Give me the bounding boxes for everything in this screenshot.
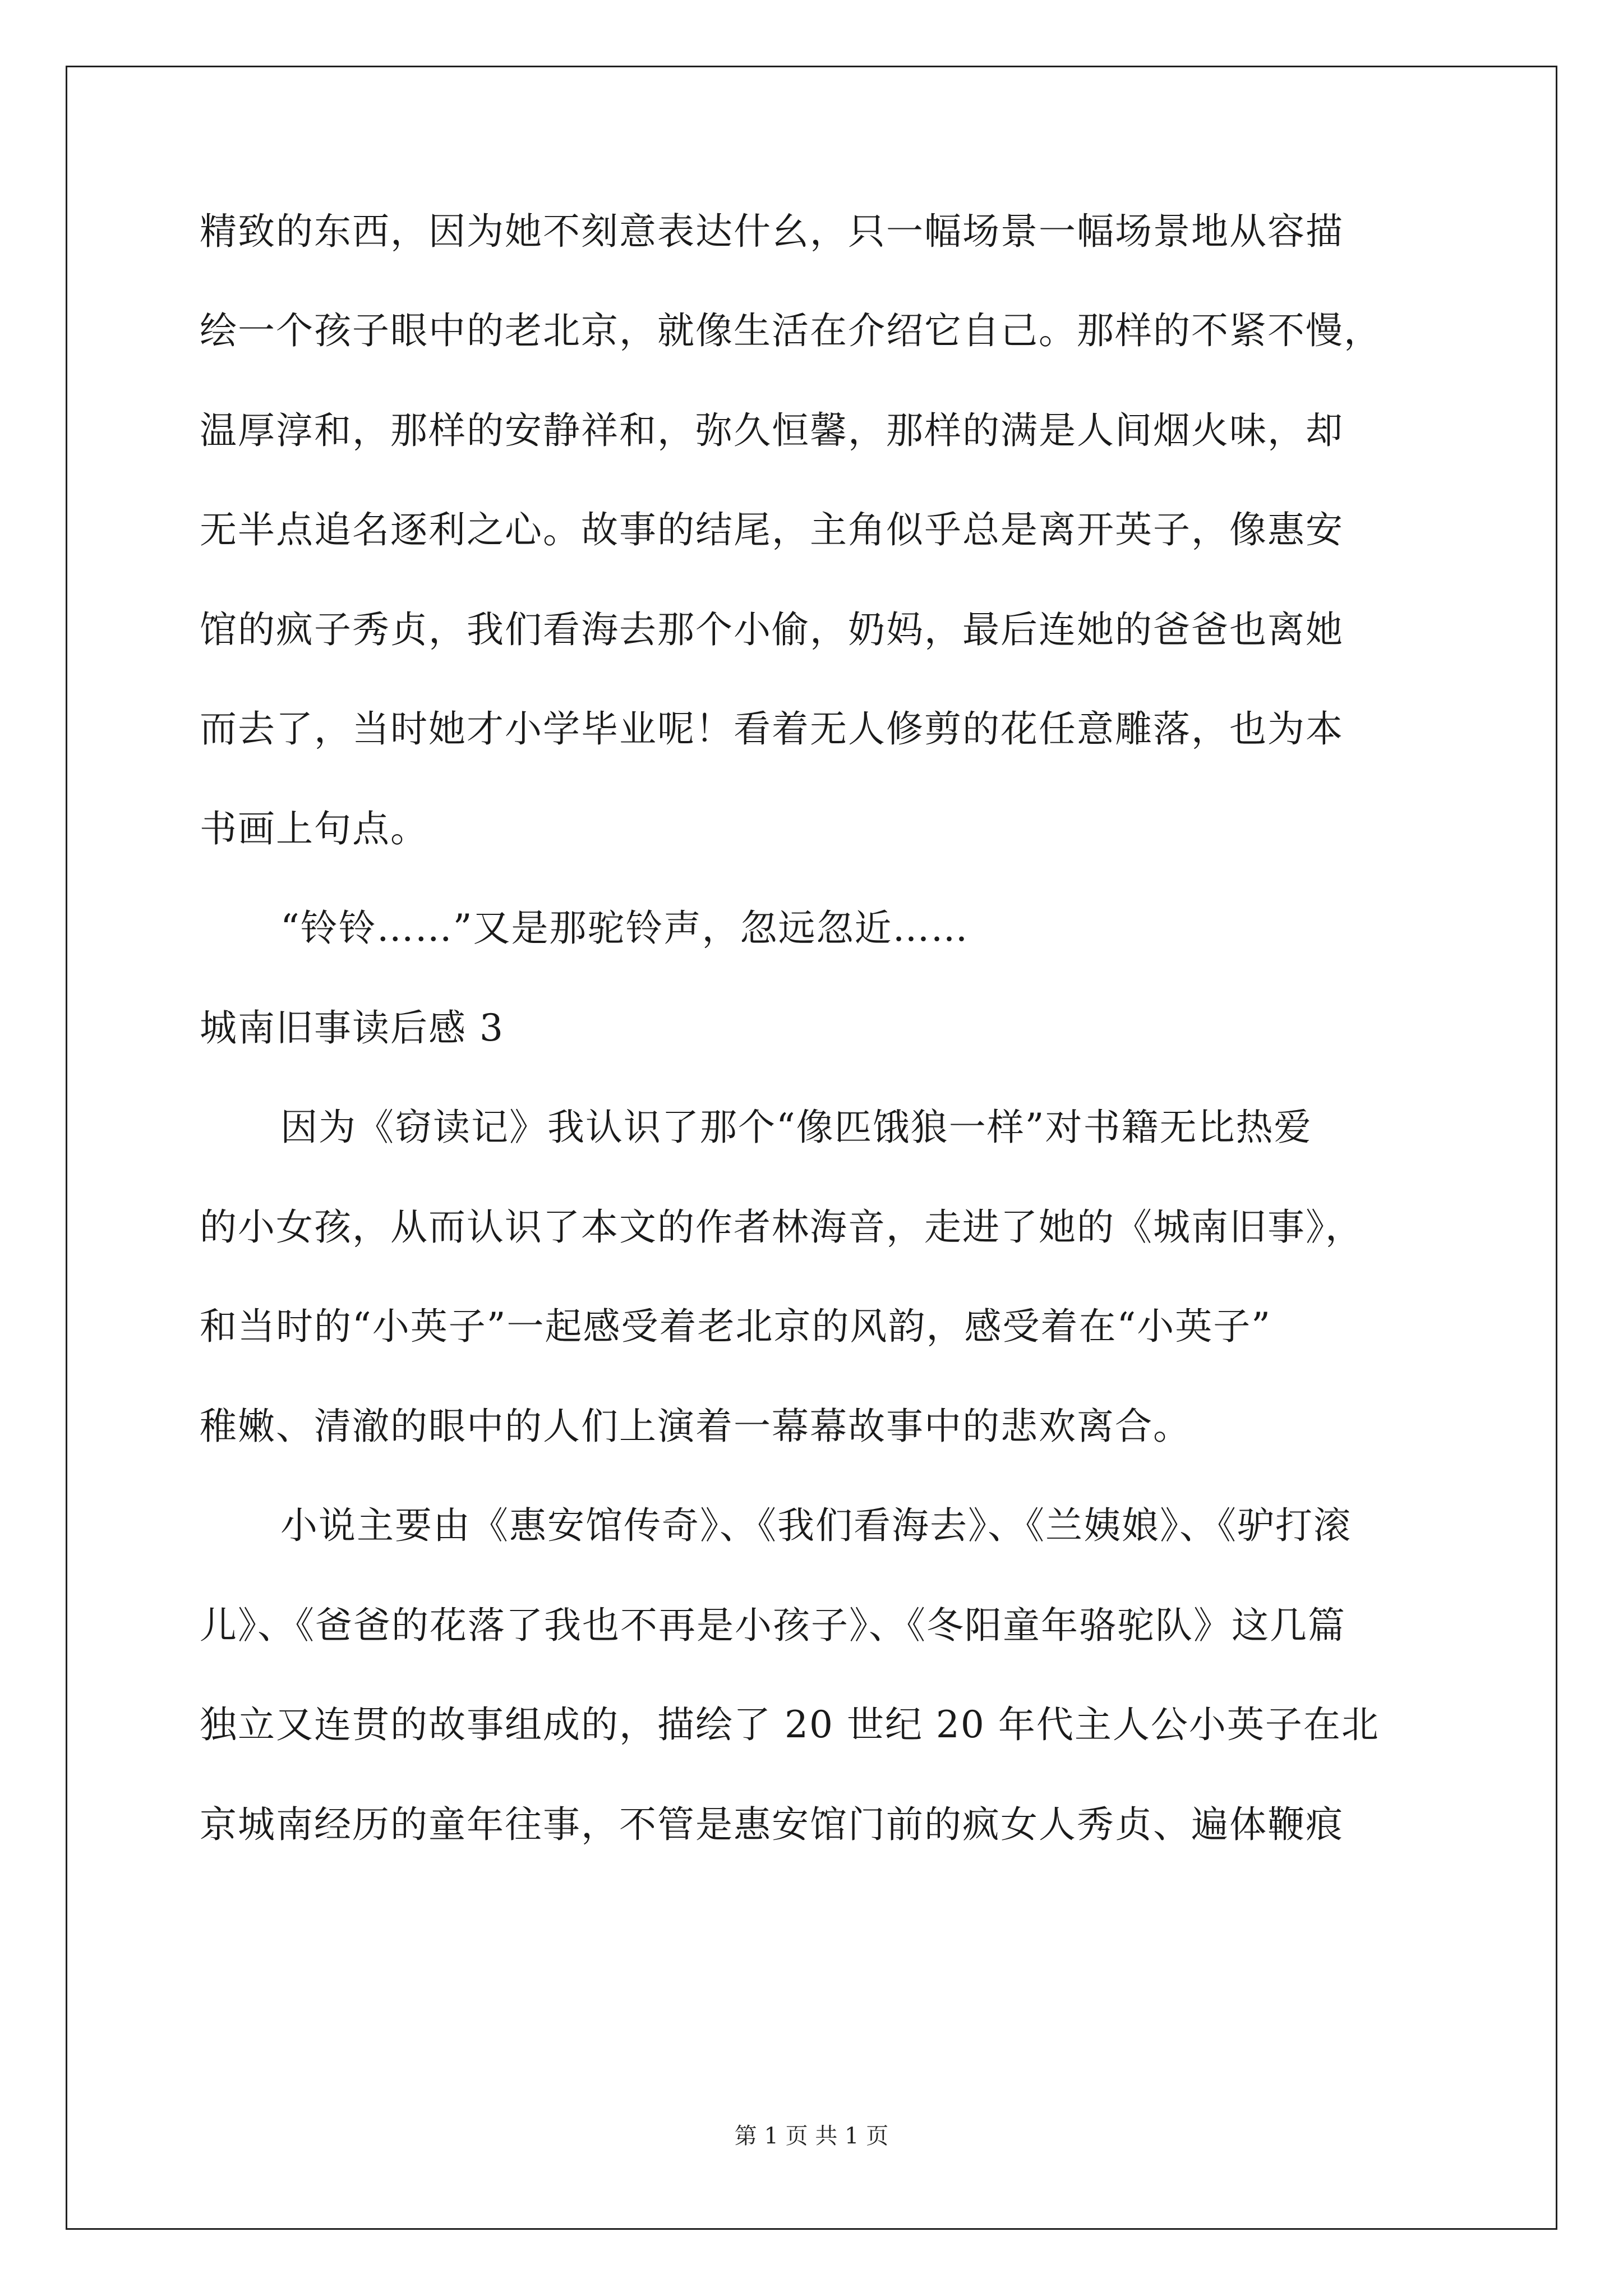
text-line: 儿》、《爸爸的花落了我也不再是小孩子》、《冬阳童年骆驼队》这几篇 [200, 1604, 1346, 1647]
text-line: 京城南经历的童年往事，不管是惠安馆门前的疯女人秀贞、遍体鞭痕 [200, 1803, 1344, 1846]
text-line: 和当时的“小英子”一起感受着老北京的风韵，感受着在“小英子” [200, 1305, 1271, 1348]
text-line: 无半点追名逐利之心。故事的结尾，主角似乎总是离开英子，像惠安 [200, 508, 1344, 551]
text-line: 绘一个孩子眼中的老北京，就像生活在介绍它自己。那样的不紧不慢， [200, 309, 1382, 352]
page-number-footer: 第 1 页 共 1 页 [734, 2123, 889, 2149]
text-line: 而去了，当时她才小学毕业呢！看着无人修剪的花任意雕落，也为本 [200, 707, 1344, 751]
text-line: 稚嫩、清澈的眼中的人们上演着一幕幕故事中的悲欢离合。 [200, 1405, 1191, 1448]
text-line: 精致的东西，因为她不刻意表达什幺，只一幅场景一幅场景地从容描 [200, 210, 1344, 253]
section-heading: 城南旧事读后感 3 [200, 1006, 504, 1050]
text-line: 馆的疯子秀贞，我们看海去那个小偷，奶妈，最后连她的爸爸也离她 [200, 608, 1344, 651]
text-line: 书画上句点。 [200, 807, 428, 850]
text-line: “铃铃……”又是那驼铃声，忽远忽近…… [280, 907, 969, 950]
text-line: 独立又连贯的故事组成的，描绘了 20 世纪 20 年代主人公小英子在北 [200, 1703, 1380, 1746]
text-line: 小说主要由《惠安馆传奇》、《我们看海去》、《兰姨娘》、《驴打滚 [280, 1504, 1352, 1547]
text-line: 的小女孩，从而认识了本文的作者林海音，走进了她的《城南旧事》， [200, 1205, 1363, 1249]
text-line: 因为《窃读记》我认识了那个“像匹饿狼一样”对书籍无比热爱 [280, 1106, 1312, 1149]
text-line: 温厚淳和，那样的安静祥和，弥久恒馨，那样的满是人间烟火味，却 [200, 409, 1344, 452]
